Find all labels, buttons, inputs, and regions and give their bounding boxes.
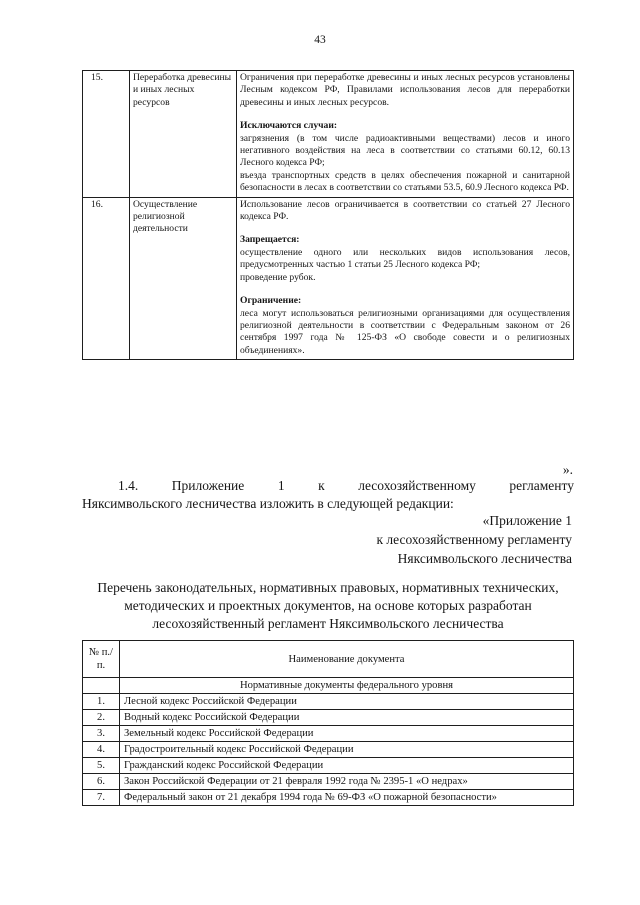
restriction-intro: Использование лесов ограничивается в соответствии со статьей 27 Лесного кодекса РФ. <box>240 198 570 223</box>
table-row <box>83 726 574 742</box>
document-number: 5. <box>83 758 120 774</box>
exceptions-heading: Исключаются случаи: <box>240 120 338 132</box>
documents-table <box>82 640 574 806</box>
appendix-line: «Приложение 1 <box>482 513 572 528</box>
document-number: 7. <box>83 790 120 806</box>
column-header-name: Наименование документа <box>120 641 574 678</box>
document-number: 1. <box>83 694 120 710</box>
section-spacer <box>83 678 120 694</box>
table-row <box>83 790 574 806</box>
closing-quote: ». <box>562 462 573 477</box>
prohibited-item: осуществление одного или нескольких видов использования лесов, предусмотренных частью 1 статьи 25 Лесного кодекса РФ; <box>240 246 570 271</box>
appendix-line: Няксимвольского лесничества <box>397 551 572 566</box>
appendix-line: к лесохозяйственному регламенту <box>376 532 572 547</box>
document-name: Гражданский кодекс Российской Федерации <box>120 758 574 774</box>
activity-name: Осуществление религиозной деятельности <box>130 197 237 359</box>
exception-item: въезда транспортных средств в целях обеспечения пожарной и санитарной безопасности в лесах в соответствии со статьями 53.5, 60.9 Лесного кодекса РФ. <box>240 169 570 194</box>
table-row <box>83 71 574 198</box>
row-number: 16. <box>83 197 130 359</box>
document-name: Лесной кодекс Российской Федерации <box>120 694 574 710</box>
exception-item: загрязнения (в том числе радиоактивными веществами) лесов и иного негативного воздействия на леса в соответствии со статьями 60.12, 60.13 Лесного кодекса РФ; <box>240 132 570 169</box>
list-title: Перечень законодательных, нормативных правовых, нормативных технических, методических и проектных документов, на основе которых разработан лесохозяйственный регламент Няксимвольского лесничества <box>97 580 559 631</box>
document-name: Градостроительный кодекс Российской Федерации <box>120 742 574 758</box>
appendix-header <box>377 511 573 568</box>
document-number: 6. <box>83 774 120 790</box>
document-number: 2. <box>83 710 120 726</box>
restriction-intro: Ограничения при переработке древесины и иных лесных ресурсов установлены Лесным кодексом РФ, Правилами использования лесов для переработки древесины и иных лесных ресурсов. <box>240 72 570 108</box>
table-row <box>83 694 574 710</box>
restrictions-cell <box>237 71 574 198</box>
activity-name: Переработка древесины и иных лесных ресурсов <box>130 71 237 198</box>
section-title: Нормативные документы федерального уровня <box>120 678 574 694</box>
regulation-table <box>82 70 574 360</box>
limitation-heading: Ограничение: <box>240 295 302 307</box>
table-row <box>83 197 574 359</box>
table-row <box>83 774 574 790</box>
document-number: 3. <box>83 726 120 742</box>
table-row <box>83 758 574 774</box>
document-name: Водный кодекс Российской Федерации <box>120 710 574 726</box>
prohibited-heading: Запрещается: <box>240 234 300 246</box>
column-header-number: № п./п. <box>83 641 120 678</box>
document-name: Земельный кодекс Российской Федерации <box>120 726 574 742</box>
table-header-row <box>83 641 574 678</box>
document-name: Федеральный закон от 21 декабря 1994 года № 69-ФЗ «О пожарной безопасности» <box>120 790 574 806</box>
paragraph-line: Няксимвольского лесничества изложить в следующей редакции: <box>82 496 454 511</box>
page-number: 43 <box>314 34 326 46</box>
restrictions-cell <box>237 197 574 359</box>
prohibited-item: проведение рубок. <box>240 271 316 283</box>
amendment-paragraph <box>82 477 574 513</box>
row-number: 15. <box>83 71 130 198</box>
document-name: Закон Российской Федерации от 21 февраля 1992 года № 2395-1 «О недрах» <box>120 774 574 790</box>
document-number: 4. <box>83 742 120 758</box>
paragraph-line: 1.4. Приложение 1 к лесохозяйственному регламенту <box>118 478 574 493</box>
table-row <box>83 710 574 726</box>
table-row <box>83 742 574 758</box>
limitation-item: леса могут использоваться религиозными организациями для осуществления религиозной деятельности в соответствии с Федеральным законом от 26 сентября 1997 года № 125-ФЗ «О свободе совести и о религиозных объединениях». <box>240 307 570 356</box>
section-row <box>83 678 574 694</box>
